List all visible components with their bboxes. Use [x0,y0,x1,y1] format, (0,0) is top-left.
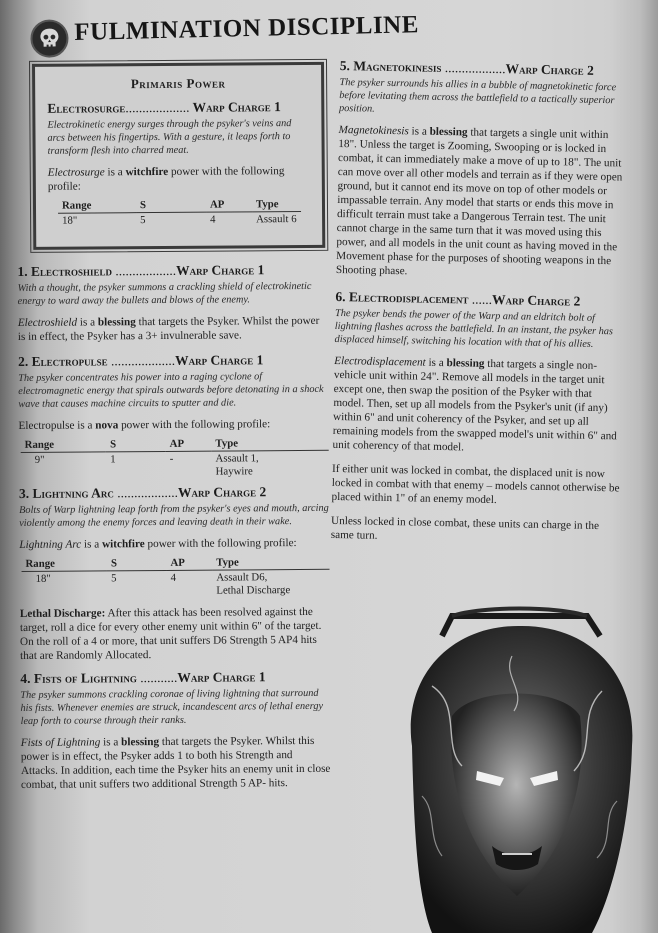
special-rule-text: After this attack has been resolved against the target, roll a dice for every other enemy unit within 6" of the target. On the roll of a 4 or more, that unit suffers D6 Strength 5 AP4 hits that are Randomly Allocated. [19,605,322,662]
warp-charge: Warp Charge 2 [177,484,267,500]
power-name: Electroshield [30,263,113,279]
cell-range: 18" [35,572,51,585]
power-heading [19,484,329,502]
warp-charge: Warp Charge 1 [176,262,265,278]
power-heading [18,352,328,370]
type-line-2: Lethal Discharge [216,584,291,597]
rule-connector: is a [77,316,98,329]
space-marine-helmet-icon [392,596,642,933]
header-range: Range [21,557,107,571]
power-electrodisplacement [331,289,624,547]
rule-power-name: Electroshield [17,316,78,329]
dot-leader: .................. [115,262,177,279]
power-number: 2. [18,353,29,369]
flavor-text: The psyker summons crackling coronae of living lightning that surround his fists. Whenever enemies are struck, incandescent arcs of lethal energy leap forth to course through their ranks. [20,687,324,727]
rule-power-name: Fists of Lightning [20,736,101,749]
dot-leader: .................. [117,484,179,501]
warp-charge: Warp Charge 1 [175,352,264,368]
header-ap: AP [206,198,252,212]
cell-strength: 5 [111,572,117,585]
header-ap: AP [166,557,212,571]
warp-charge: Warp Charge 2 [505,61,594,78]
cell-strength: 5 [140,214,146,227]
rule-keyword: witchfire [125,165,169,179]
power-heading [20,669,330,687]
power-number: 4. [20,670,31,686]
power-magnetokinesis [336,58,628,282]
rule-connector: is a [81,538,103,551]
cell-ap: - [169,452,174,465]
table-row [21,450,329,480]
rule-rest: power with the following profile: [144,537,297,551]
rule-rest: that targets the Psyker. Whilst this power is in effect, the Psyker adds 1 to both his Strength and Attacks. In addition, each time the Psyker hits an enemy unit in close combat, that unit suffers two additional Strength 5 AP- hits. [20,734,331,791]
profile-table [21,556,329,599]
rule-keyword: blessing [429,125,468,139]
power-electroshield [15,262,328,344]
flavor-text: With a thought, the psyker summons a crackling shield of electrokinetic energy to ward away the bullets and blows of the enemy. [17,280,312,307]
rule-text [18,314,328,344]
power-number: 1. [17,263,28,279]
dot-leader: ........... [140,669,178,686]
header-type: Type [211,437,328,451]
flavor-text: The psyker surrounds his allies in a bubble of magnetokinetic force before levitating them across the battlefield to a tactically superior position. [338,76,617,115]
rule-lead: Electropulse is a [18,419,96,432]
rule-power-name: Electrosurge [47,166,105,179]
header-strength: S [136,199,206,213]
rule-paragraph-combat: If either unit was locked in combat, the displaced unit is now locked in combat with that enemy – models cannot otherwise be placed within 1" of an enemy model. [331,462,620,507]
power-name: Electropulse [31,353,108,369]
rule-keyword: witchfire [102,538,145,551]
warp-charge: Warp Charge 1 [192,99,281,115]
rule-text [18,417,328,433]
power-name: Magnetokinesis [353,58,442,75]
header-strength: S [107,557,167,571]
cell-type: Assault 6 [256,213,297,226]
special-rule [20,605,330,663]
power-lightning-arc [17,484,330,663]
rule-text [332,354,622,458]
cell-range: 18" [62,214,78,227]
dot-leader: .................. [444,60,506,77]
cell-ap: 4 [170,571,177,584]
cell-type [212,569,329,597]
warp-charge: Warp Charge 1 [177,669,266,685]
header-strength: S [106,438,166,452]
rule-connector: is a [425,356,447,370]
rule-text [48,164,310,194]
power-heading-electrosurge [47,99,309,117]
warp-charge: Warp Charge 2 [491,291,581,309]
right-column [331,58,628,553]
rule-connector: is a [104,166,126,179]
table-row [22,569,330,599]
skull-icon [30,19,69,58]
flavor-text: Bolts of Warp lightning leap forth from the psyker's eyes and mouth, arcing violently among the enemy forces and leaving death in their wake. [19,502,329,529]
rule-rest: that targets a single unit within 18". Unless the target is Zooming, Swooping or is locked in combat, it can immediately make a move of up to 18". The unit can move over all other models and terrain as if they were open ground, but it cannot end its move on top of other models or impassable terrain. Any model that starts or ends this move in difficult terrain must take a Dangerous Terrain test. The unit cannot charge in the same turn that it was moved using this power, and all models in the unit count as having moved in the Movement phase for the purposes of shooting weapons in the Shooting phase. [335,126,623,278]
power-name: Lightning Arc [32,485,114,501]
rule-power-name: Electrodisplacement [334,354,426,369]
header-type: Type [212,556,329,570]
rule-rest: that targets a single non-vehicle unit within 24". Remove all models in the target unit except one, then swap the position of the Psyker with that model. Then, set up all models from the Psyker's unit (if any) within 6" and unit coherency of the Psyker, and set up all remaining models from the swapped model's unit within 6" and unit coherency of that model. [332,357,617,454]
cell-range: 9" [34,453,45,466]
dot-leader: ................... [125,99,190,116]
table-row [58,212,301,228]
rule-connector: is a [408,125,430,138]
special-rule-name: Lethal Discharge: [19,607,106,620]
power-heading [17,262,327,280]
rule-rest: that targets the Psyker. Whilst the power is in effect, the Psyker has a 3+ invulnerable save. [17,314,320,343]
power-electropulse [16,352,329,480]
rule-keyword: blessing [446,357,485,370]
dot-leader: ...... [471,291,493,307]
rule-paragraph-charge: Unless locked in close combat, these units can charge in the same turn. [330,514,600,542]
rule-power-name: Lightning Arc [19,538,82,551]
rule-rest: power with the following profile: [118,418,271,432]
header-range: Range [21,438,107,452]
cell-ap: 4 [210,213,216,226]
rule-rest: power with the following profile: [47,165,285,193]
rule-keyword: blessing [121,736,160,749]
power-fists-of-lightning [18,669,331,792]
cell-type [211,450,328,478]
type-line-1: Assault D6, [216,571,268,584]
power-name: Electrodisplacement [348,289,469,307]
type-line-2: Haywire [215,465,253,478]
page-title: FULMINATION DISCIPLINE [74,11,420,46]
power-number: 3. [18,485,30,501]
rule-keyword: nova [95,419,119,432]
primaris-heading: Primaris Power [130,75,226,92]
rule-text [19,536,329,552]
rule-power-name: Magnetokinesis [338,123,409,138]
rule-keyword: blessing [97,316,136,329]
dot-leader: ................... [110,352,176,369]
rule-text [336,123,627,283]
header-range: Range [58,199,136,213]
header-ap: AP [166,438,212,452]
flavor-text: The psyker concentrates his power into a raging cyclone of electromagnetic energy that spirals outwards before detonating in a shock wave that causes machine circuits to sputter and die. [18,371,324,410]
rule-connector: is a [100,736,122,749]
profile-table [21,437,329,480]
power-name: Electrosurge [47,100,126,116]
flavor-text: Electrokinetic energy surges through the psyker's veins and arcs between his fingertips. With a gesture, it leaps forth to transform flesh into charred meat. [47,118,292,157]
profile-table [58,198,301,228]
primaris-power-box [32,62,325,250]
rule-text [21,734,331,792]
power-name: Fists of Lightning [33,670,137,686]
power-number: 6. [335,288,346,305]
cell-strength: 1 [110,453,116,466]
type-line-1: Assault 1, [215,452,259,465]
left-column [14,62,331,798]
flavor-text: The psyker bends the power of the Warp and an eldritch bolt of lightning flashes across the battlefield. In an instant, the psyker has displaced himself, switching his location with that of his allies. [334,307,614,350]
power-number: 5. [339,58,351,74]
header-type: Type [252,198,301,212]
page-header [30,4,631,58]
